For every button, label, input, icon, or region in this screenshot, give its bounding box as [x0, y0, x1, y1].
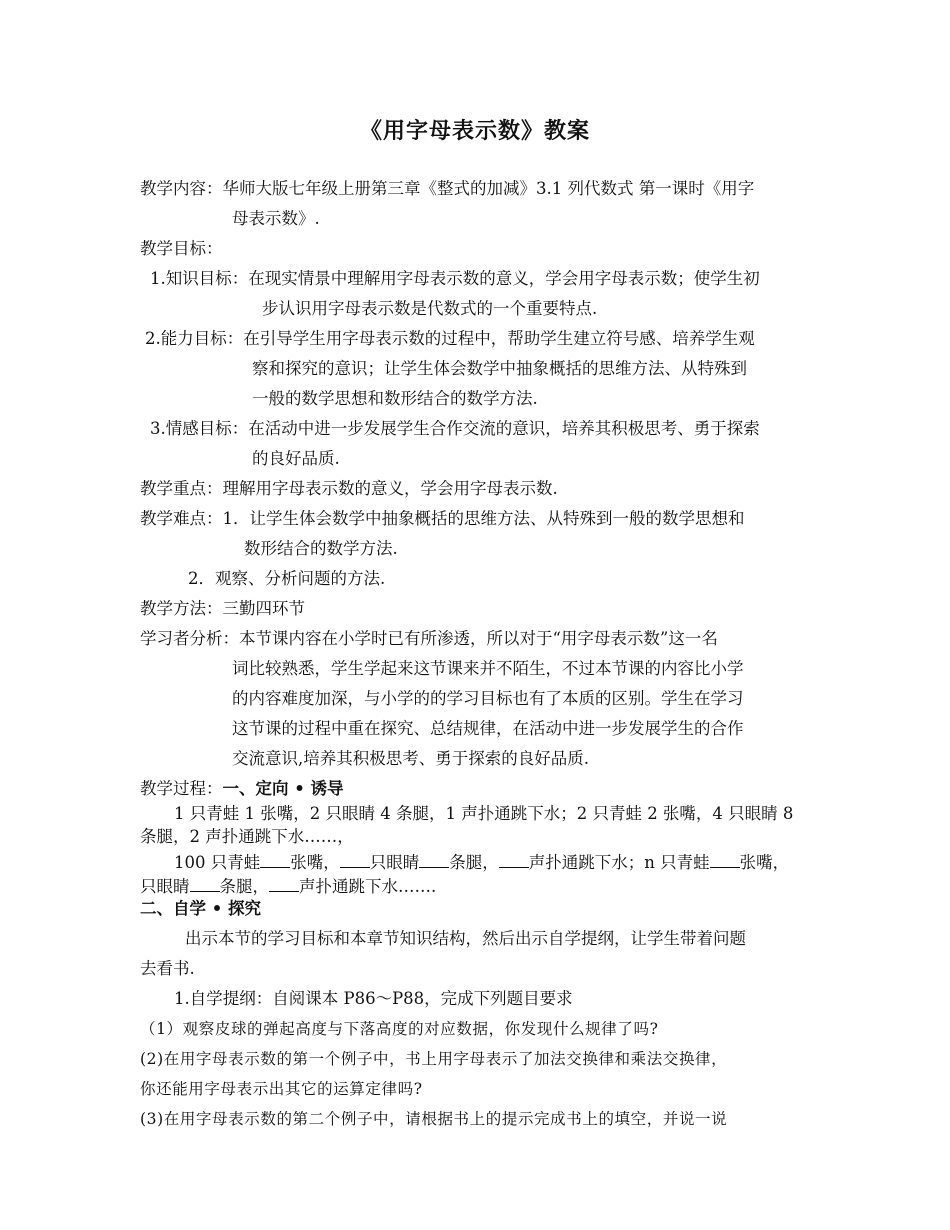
goal2-text-1: 在引导学生用字母表示数的过程中，帮助学生建立符号感、培养学生观: [243, 329, 755, 348]
frog-text-4c: 声扑通跳下水…….: [299, 877, 437, 896]
process-line: [140, 778, 344, 800]
content-label: 教学内容：: [140, 179, 223, 198]
learner-text-3: 的内容难度加深，与小学的的学习目标也有了本质的区别。学生在学习: [232, 689, 744, 708]
goal3-text-2: 的良好品质.: [252, 449, 340, 468]
key-point-text: 理解用字母表示数的意义，学会用字母表示数.: [222, 479, 558, 498]
learner-line-1: [140, 628, 718, 650]
goal3-label: 3.情感目标：: [150, 419, 249, 438]
frog-line-4: [140, 874, 436, 898]
goal1-text-2: 步认识用字母表示数是代数式的一个重要特点.: [262, 299, 598, 318]
difficulty-label: 教学难点：: [140, 509, 223, 528]
self-study-text-1: 出示本节的学习目标和本章节知识结构，然后出示自学提纲，让学生带着问题: [185, 929, 746, 948]
method-text: 三勤四环节: [222, 599, 305, 618]
method-line: [140, 598, 305, 620]
learner-text-1: 本节课内容在小学时已有所渗透，所以对于“用字母表示数”这一名: [239, 629, 718, 648]
goal3-line-1: [150, 418, 760, 440]
goals-label: 教学目标：: [140, 239, 223, 258]
frog-text-3a: 100 只青蛙: [174, 853, 261, 872]
learner-label: 学习者分析：: [140, 629, 239, 648]
question-1: （1）观察皮球的弹起高度与下落高度的对应数据，你发现什么规律了吗?: [140, 1020, 659, 1038]
fill-blank[interactable]: [260, 850, 290, 868]
content-text-1: 华师大版七年级上册第三章《整式的加减》3.1 列代数式 第一课时《用字: [222, 179, 755, 198]
self-study-text-2: 去看书.: [140, 959, 195, 978]
frog-line-3: [174, 850, 789, 874]
step1-heading: 一、定向 • 诱导: [222, 779, 344, 798]
frog-text-4b: 条腿，: [219, 877, 269, 896]
fill-blank[interactable]: [499, 850, 529, 868]
frog-text-2: 条腿，2 声扑通跳下水……，: [140, 827, 354, 846]
goal3-text-1: 在活动中进一步发展学生合作交流的意识，培养其积极思考、勇于探索: [248, 419, 760, 438]
fill-blank[interactable]: [269, 874, 299, 892]
fill-blank[interactable]: [340, 850, 370, 868]
outline-text: 1.自学提纲：自阅课本 P86～P88，完成下列题目要求: [174, 989, 573, 1008]
question-2-line-2: 你还能用字母表示出其它的运算定律吗?: [140, 1080, 423, 1098]
question-2-line-1: (2)在用字母表示数的第一个例子中，书上用字母表示了加法交换律和乘法交换律，: [140, 1050, 728, 1068]
difficulty-text-2: 数形结合的数学方法.: [244, 539, 398, 558]
fill-blank[interactable]: [419, 850, 449, 868]
difficulty-text-3: 2．观察、分析问题的方法.: [188, 569, 386, 588]
content-line-1: [140, 178, 754, 200]
fill-blank[interactable]: [190, 874, 220, 892]
key-point-label: 教学重点：: [140, 479, 223, 498]
frog-text-4a: 只眼睛: [140, 877, 190, 896]
process-label: 教学过程：: [140, 779, 223, 798]
goal2-label: 2.能力目标：: [145, 329, 244, 348]
goal1-line-1: [150, 268, 760, 290]
frog-text-3e: 声扑通跳下水；n 只青蛙: [528, 853, 710, 872]
learner-text-2: 词比较熟悉，学生学起来这节课来并不陌生，不过本节课的内容比小学: [232, 659, 744, 678]
goal2-text-3: 一般的数学思想和数形结合的数学方法.: [252, 389, 538, 408]
step2-heading: 二、自学 • 探究: [140, 899, 262, 918]
difficulty-line-1: [140, 508, 745, 530]
frog-text-3f: 张嘴，: [739, 853, 790, 872]
learner-text-4: 这节课的过程中重在探究、总结规律，在活动中进一步发展学生的合作: [232, 719, 744, 738]
goal2-line-1: [145, 328, 755, 350]
frog-text-3c: 只眼睛: [369, 853, 420, 872]
goal2-text-2: 察和探究的意识；让学生体会数学中抽象概括的思维方法、从特殊到: [252, 359, 747, 378]
goal1-label: 1.知识目标：: [150, 269, 249, 288]
frog-text-3d: 条腿，: [449, 853, 499, 872]
method-label: 教学方法：: [140, 599, 223, 618]
difficulty-text-1: 1．让学生体会数学中抽象概括的思维方法、从特殊到一般的数学思想和: [222, 509, 745, 528]
frog-text-1: 1 只青蛙 1 张嘴，2 只眼睛 4 条腿，1 声扑通跳下水；2 只青蛙 2 张嘴，4 只眼睛 8: [174, 804, 794, 823]
frog-text-3b: 张嘴，: [290, 853, 340, 872]
goal1-text-1: 在现实情景中理解用字母表示数的意义，学会用字母表示数；使学生初: [248, 269, 760, 288]
key-point-line: [140, 478, 558, 500]
document-title: 《用字母表示数》教案: [359, 118, 590, 144]
fill-blank[interactable]: [710, 850, 740, 868]
content-text-2: 母表示数》.: [232, 209, 320, 228]
question-3-line-1: (3)在用字母表示数的第二个例子中，请根据书上的提示完成书上的填空，并说一说: [140, 1110, 728, 1128]
learner-text-5: 交流意识,培养其积极思考、勇于探索的良好品质.: [232, 749, 589, 768]
